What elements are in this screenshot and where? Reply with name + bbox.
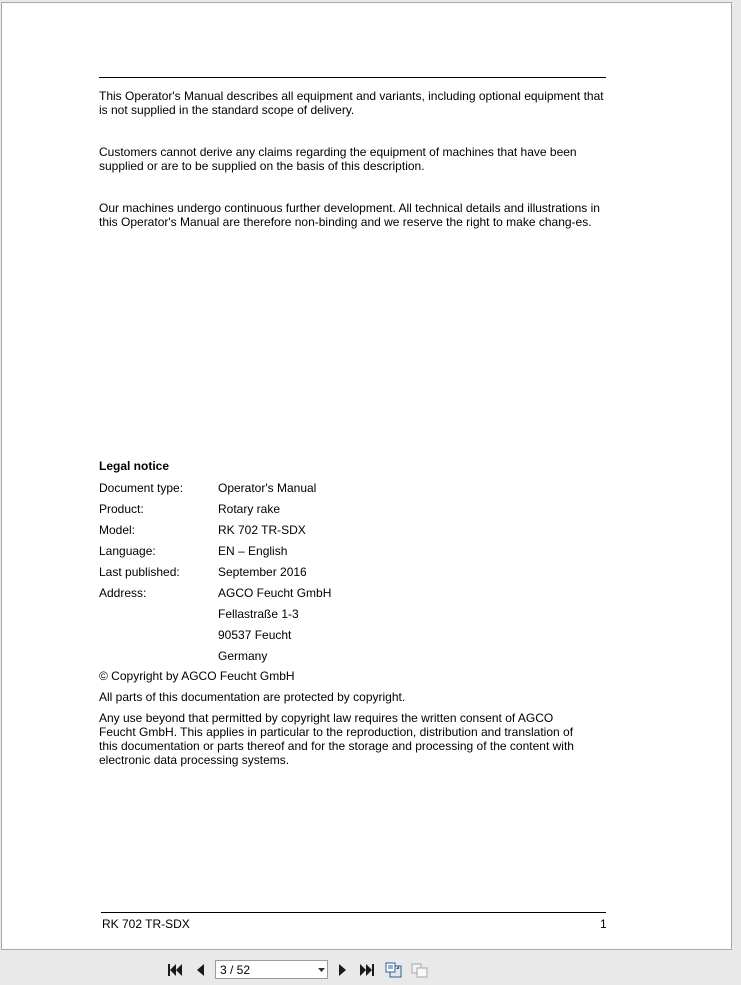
legal-notice-title: Legal notice (99, 459, 170, 473)
legal-row-label: Language: (99, 544, 156, 558)
header-rule (99, 77, 606, 78)
fit-page-icon (385, 962, 403, 978)
legal-row-value: Germany (218, 649, 268, 663)
legal-row-label: Document type: (99, 481, 184, 495)
legal-row-value: Fellastraße 1-3 (218, 607, 299, 621)
legal-row-value: AGCO Feucht GmbH (218, 586, 332, 600)
chevron-down-icon[interactable] (316, 962, 327, 978)
usage-line-1: Any use beyond that permitted by copyright law requires the written consent of AGCO (99, 711, 554, 725)
footer-rule (101, 912, 606, 913)
protected-line: All parts of this documentation are protected by copyright. (99, 690, 406, 704)
two-page-button[interactable] (411, 961, 429, 979)
legal-row-value: RK 702 TR-SDX (218, 523, 306, 537)
legal-row-value: September 2016 (218, 565, 307, 579)
document-page (1, 2, 732, 950)
first-page-button[interactable] (166, 961, 184, 979)
next-page-button[interactable] (334, 961, 352, 979)
paragraph-claims: Customers cannot derive any claims regarding the equipment of machines that have been supplied or are to be supplied on the basis of this description. (99, 145, 577, 174)
last-page-icon (359, 963, 375, 977)
copyright-line: © Copyright by AGCO Feucht GmbH (99, 669, 295, 683)
previous-page-button[interactable] (191, 961, 209, 979)
usage-line-2: Feucht GmbH. This applies in particular to the reproduction, distribution and translation of (99, 725, 574, 739)
legal-row-label: Last published: (99, 565, 180, 579)
previous-page-icon (194, 963, 206, 977)
paragraph-equipment: This Operator's Manual describes all equipment and variants, including optional equipment that is not supplied in the standard scope of delivery. (99, 89, 604, 118)
legal-row-value: 90537 Feucht (218, 628, 292, 642)
pdf-navigation-toolbar (0, 955, 741, 985)
legal-row-label: Model: (99, 523, 136, 537)
usage-line-3: this documentation or parts thereof and for the storage and processing of the content with (99, 739, 574, 753)
two-page-icon (411, 962, 429, 978)
footer-page-number: 1 (600, 917, 607, 931)
page-number-field[interactable] (215, 960, 328, 979)
page-number-input[interactable] (216, 962, 316, 978)
fit-page-button[interactable] (385, 961, 403, 979)
legal-row-label: Address: (99, 586, 147, 600)
paragraph-development: Our machines undergo continuous further development. All technical details and illustrations in this Operator's Manual are therefore non-binding and we reserve the right to make chang-es. (99, 201, 600, 230)
legal-row-value: Operator's Manual (218, 481, 317, 495)
legal-row-label: Product: (99, 502, 144, 516)
footer-model: RK 702 TR-SDX (102, 917, 190, 931)
next-page-icon (337, 963, 349, 977)
first-page-icon (167, 963, 183, 977)
legal-row-value: Rotary rake (218, 502, 281, 516)
usage-line-4: electronic data processing systems. (99, 753, 290, 767)
legal-row-value: EN – English (218, 544, 288, 558)
last-page-button[interactable] (358, 961, 376, 979)
